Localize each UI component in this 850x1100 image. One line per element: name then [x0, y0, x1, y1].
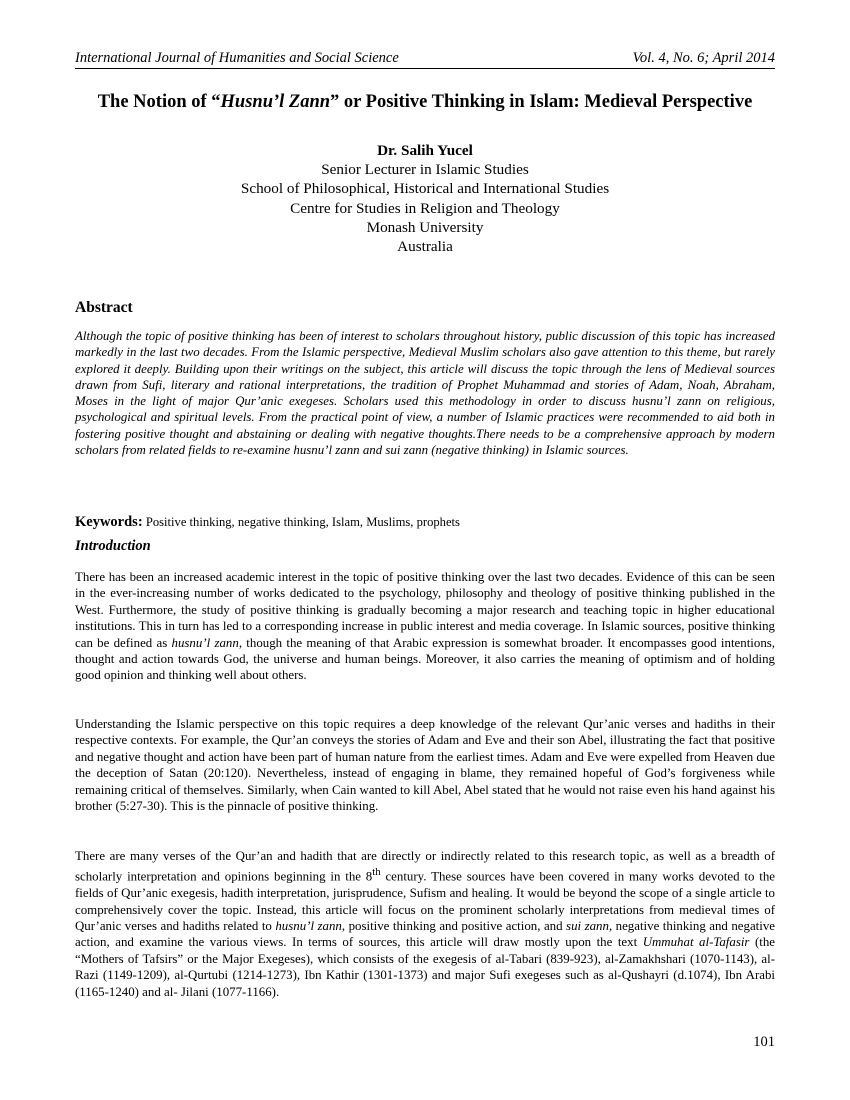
author-country: Australia [397, 238, 453, 256]
keywords [75, 514, 775, 531]
title-part-1: The Notion of “ [97, 92, 221, 112]
page [75, 0, 775, 1100]
journal-name: International Journal of Humanities and Social Science [75, 50, 399, 66]
author-position: Senior Lecturer in Islamic Studies [321, 161, 529, 179]
p3-italic-term-3: Ummuhat al-Tafasir [642, 935, 750, 950]
author-university: Monash University [366, 218, 484, 236]
p3-text-e: (the “Mothers of Tafsirs” or the Major Exegeses), which consists of the exegesis of al-Tabari (839-923), al-Zamakhshari (1070-1143), al-Razi (1149-1209), al-Qurtubi (1214-1273), Ibn Kathir (1301-1373) and major Sufi exegeses such as al-Qushayri (d.1074), Ibn Arabi (1165-1240) and al- Jilani (1077-1166). [75, 935, 775, 999]
abstract-text: Although the topic of positive thinking has been of interest to scholars throughout history, public discussion of this topic has increased markedly in the last two decades. From the Islamic perspective, Medieval Muslim scholars also gave attention to this theme, but rarely explored it deeply. Building upon their writings on the subject, this article will discuss the topic through the lens of Medieval sources drawn from Sufi, literary and rational interpretations, the tradition of Prophet Muhammad and stories of Adam, Noah, Abraham, Moses in the light of major Qur’anic exegeses. Scholars used this methodology in order to discuss husnu’l zann on religious, psychological and spiritual levels. From the practical point of view, a number of Islamic practices were recommended to aid both in fostering positive thought and abstaining or dealing with negative thoughts.There needs to be a comprehensive approach by modern scholars from related fields to re-examine husnu’l zann and sui zann (negative thinking) in Islamic sources. [75, 329, 775, 458]
introduction-heading: Introduction [75, 538, 151, 554]
abstract-heading: Abstract [75, 299, 133, 316]
keywords-text: Positive thinking, negative thinking, Islam, Muslims, prophets [142, 515, 460, 529]
p3-superscript: th [372, 866, 381, 879]
volume-issue: Vol. 4, No. 6; April 2014 [632, 50, 775, 66]
p1-italic-term: husnu’l zann [171, 635, 239, 650]
title-italic: Husnu’l Zann [220, 92, 331, 112]
intro-paragraph-2: Understanding the Islamic perspective on this topic requires a deep knowledge of the relevant Qur’anic verses and hadiths in their respective contexts. For example, the Qur’an conveys the stories of Adam and Eve and their son Abel, illustrating the fact that positive and negative thought and action have been part of human nature from the earliest times. Adam and Eve were expelled from Heaven due the deception of Satan (20:120). Nevertheless, instead of engaging in blame, they remained hopeful of God’s forgiveness while remaining critical of themselves. Similarly, when Cain wanted to kill Abel, Abel stated that he would not raise even his hand against his brother (5:27-30). This is the pinnacle of positive thinking. [75, 717, 775, 814]
p3-text-d: , negative thinking and negative action, and examine the various views. In terms of sources, this article will draw mostly upon the text [75, 918, 776, 950]
author-centre: Centre for Studies in Religion and Theology [290, 199, 560, 217]
page-number: 101 [753, 1034, 775, 1050]
intro-paragraph-3 [75, 848, 775, 1000]
author-school: School of Philosophical, Historical and International Studies [240, 180, 610, 198]
author-name: Dr. Salih Yucel [377, 142, 473, 159]
title-part-2: ” or Positive Thinking in Islam: Medieval Perspective [330, 92, 753, 112]
header-rule [75, 68, 775, 69]
p1-text-b: , though the meaning of that Arabic expression is somewhat broader. It encompasses good intentions, thought and action towards God, the universe and human beings. Moreover, it also carries the meaning of optimism and of holding good opinion and thinking well about others. [75, 635, 776, 683]
intro-paragraph-1 [75, 569, 775, 684]
author-block [75, 141, 775, 256]
p1-text-a: There has been an increased academic interest in the topic of positive thinking over the last two decades. Evidence of this can be seen in the ever-increasing number of works dedicated to the psychology, philosophy and theology of positive thinking published in the West. Furthermore, the study of positive thinking is gradually becoming a major research and teaching topic in higher educational institutions. This in turn has led to a corresponding increase in public interest and media coverage. In Islamic sources, positive thinking can be defined as [75, 570, 775, 650]
running-header [75, 50, 775, 70]
p3-italic-term-1: husnu’l zann [275, 918, 342, 933]
keywords-label: Keywords: [75, 514, 143, 530]
p3-text-b: century. These sources have been covered in many works devoted to the fields of Qur’anic exegesis, hadith interpretation, jurisprudence, Sufism and healing. It would be beyond the scope of a single article to comprehensively cover the topic. Instead, this article will focus on the prominent scholarly interpretations from medieval times of Qur’anic verses and hadiths related to [75, 869, 775, 933]
p3-italic-term-2: sui zann [566, 918, 609, 933]
article-title [75, 92, 775, 113]
p3-text-c: , positive thinking and positive action, and [341, 918, 567, 933]
p3-text-a: There are many verses of the Qur’an and hadith that are directly or indirectly related to this research topic, as well as a breadth of scholarly interpretation and opinions beginning in the 8 [75, 849, 775, 884]
